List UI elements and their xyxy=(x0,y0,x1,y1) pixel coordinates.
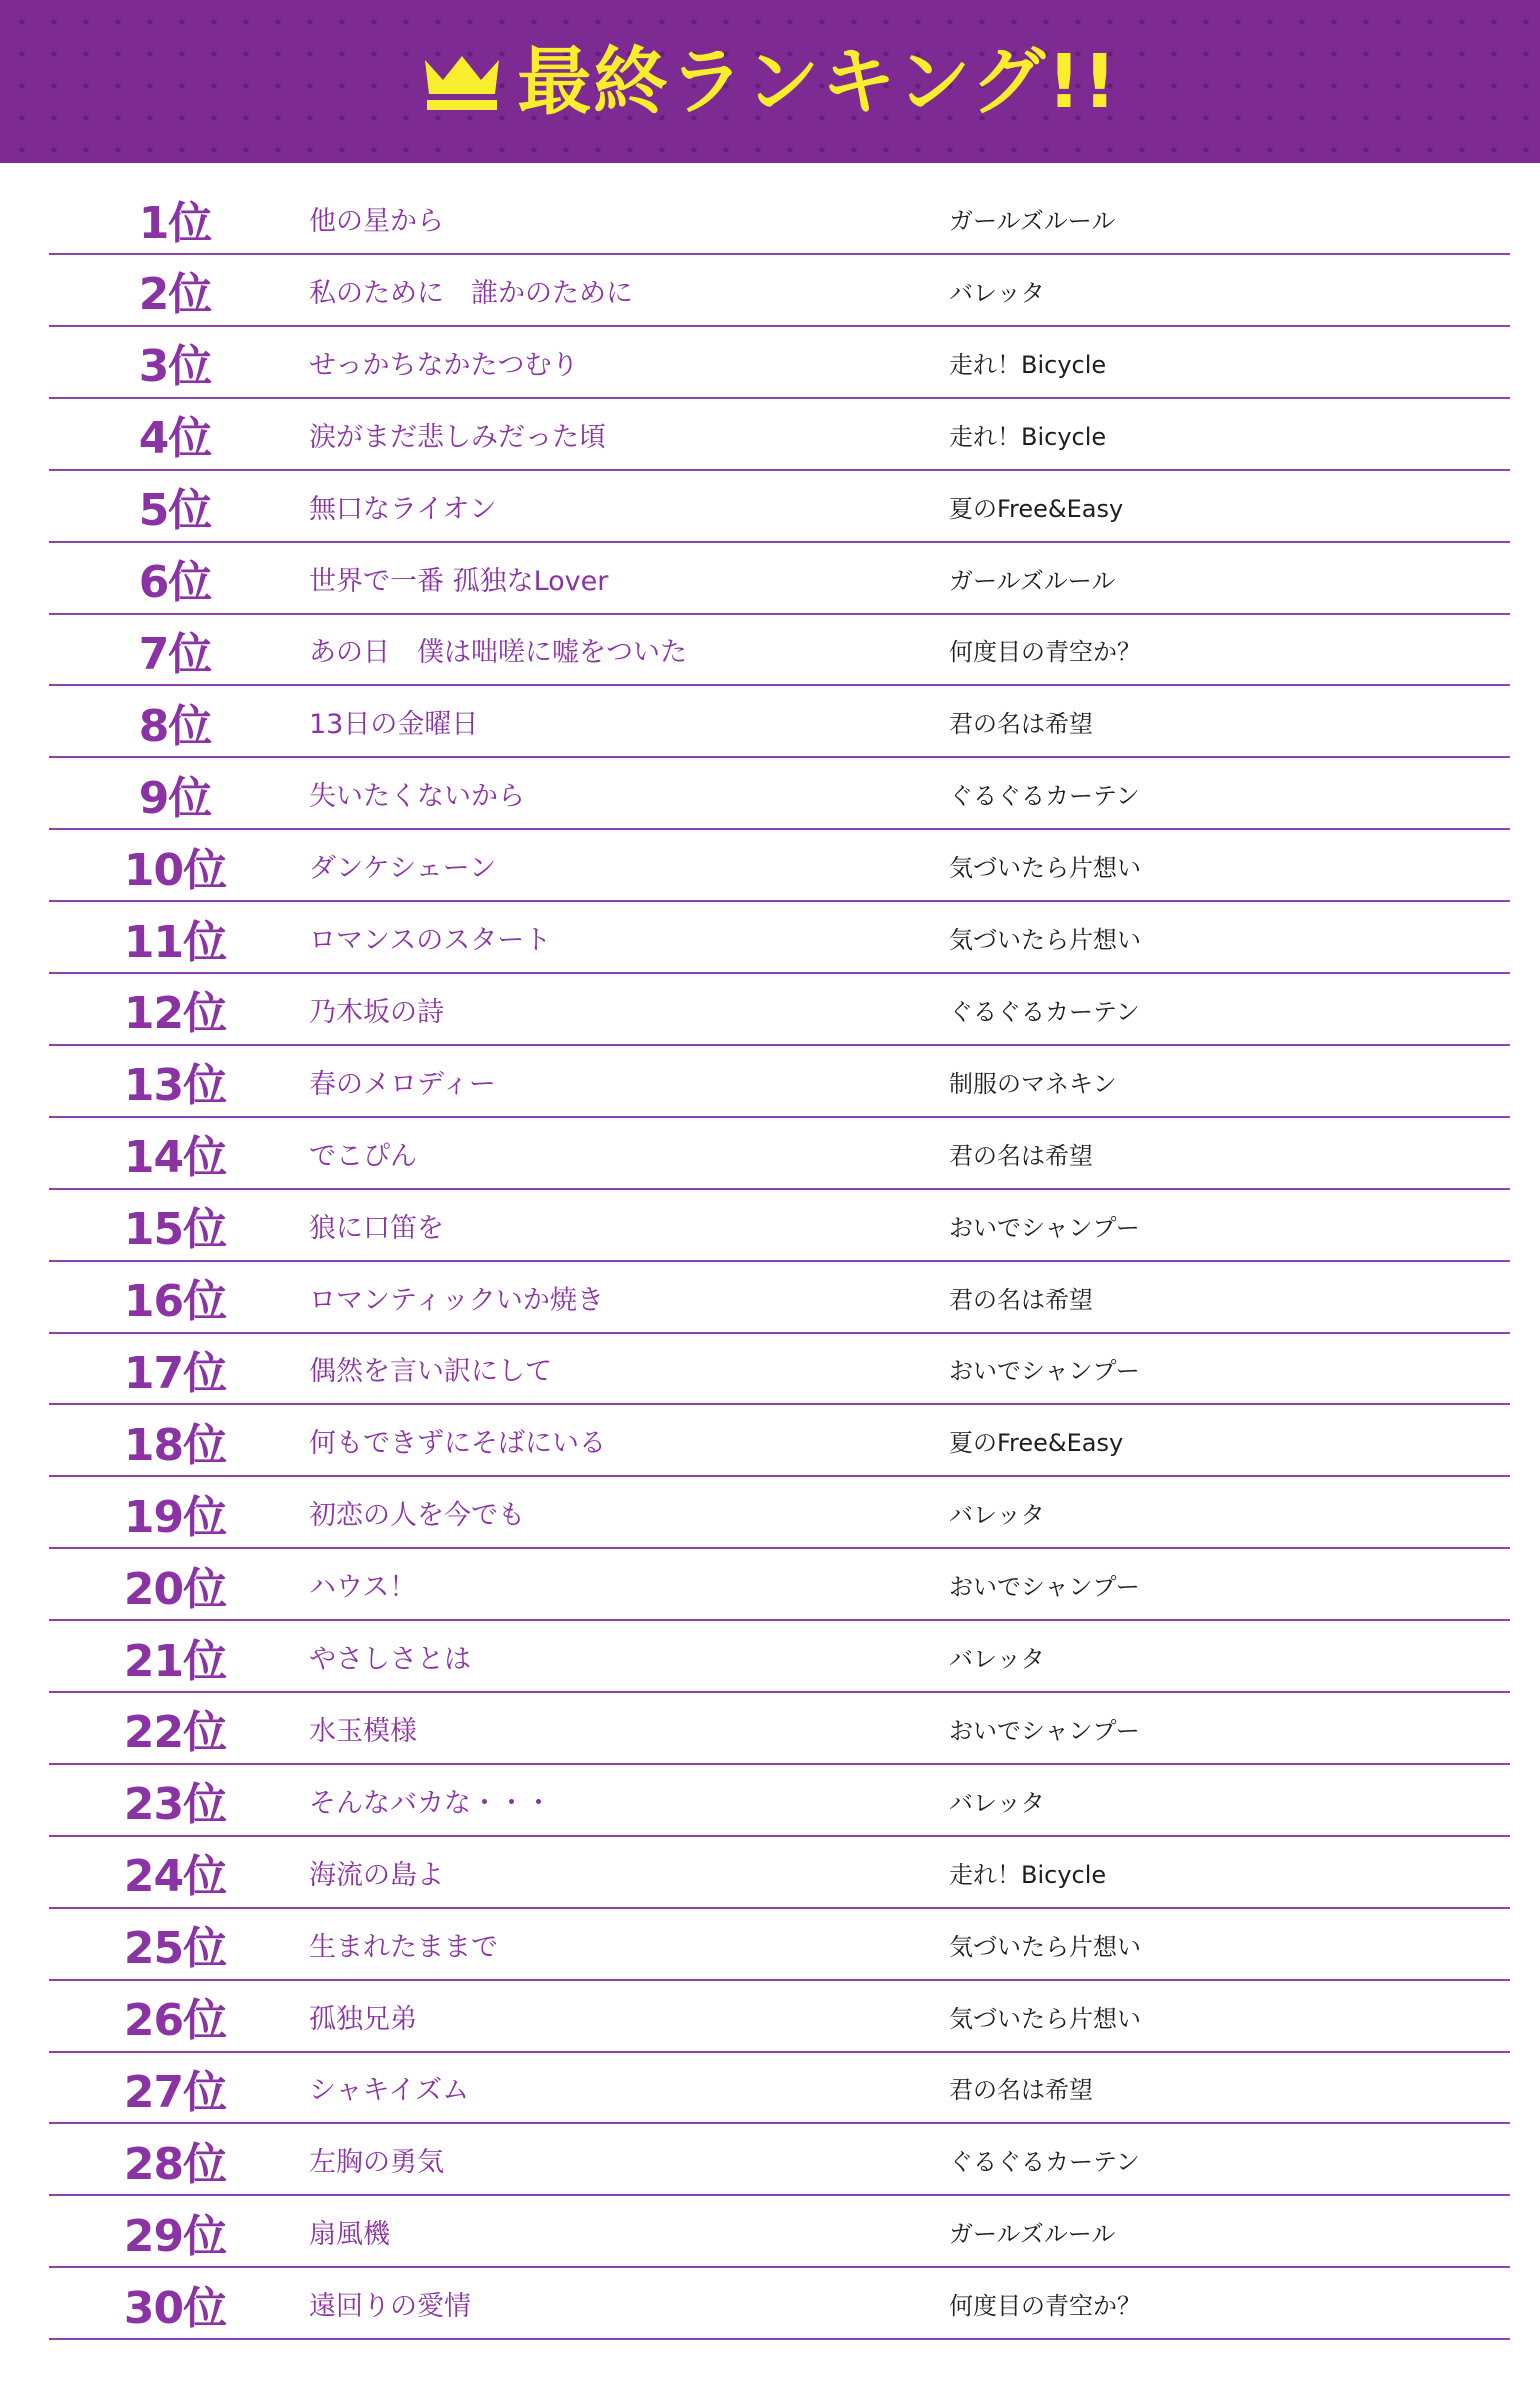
single-title: 気づいたら片想い xyxy=(949,854,1141,883)
single-title: 走れ！Bicycle xyxy=(949,1860,1107,1889)
ranking-row xyxy=(49,1047,1510,1118)
single-title: 制服のマネキン xyxy=(949,1069,1117,1098)
ranking-row xyxy=(49,975,1510,1046)
rank-number: 4位 xyxy=(138,413,212,465)
single-title: ガールズルール xyxy=(949,2220,1116,2249)
ranking-row xyxy=(49,256,1510,327)
single-title: 気づいたら片想い xyxy=(949,2004,1141,2033)
ranking-row xyxy=(49,1982,1510,2053)
single-title: 何度目の青空か？ xyxy=(949,638,1141,667)
rank-number: 25位 xyxy=(123,1923,227,1975)
rank-number: 1位 xyxy=(138,197,212,249)
song-title: 無口なライオン xyxy=(309,493,497,525)
ranking-row xyxy=(49,1550,1510,1621)
rank-number: 18位 xyxy=(123,1419,227,1471)
song-title: 遠回りの愛情 xyxy=(309,2291,471,2323)
rank-number: 2位 xyxy=(138,269,212,321)
ranking-row xyxy=(49,687,1510,758)
rank-number: 17位 xyxy=(123,1347,227,1399)
single-title: ガールズルール xyxy=(949,207,1116,235)
rank-number: 10位 xyxy=(123,844,227,896)
rank-number: 27位 xyxy=(123,2066,227,2118)
ranking-row xyxy=(49,1694,1510,1765)
rank-number: 26位 xyxy=(123,1995,227,2046)
ranking-row xyxy=(49,1910,1510,1981)
song-title: 他の星から xyxy=(309,206,444,237)
ranking-row xyxy=(49,1838,1510,1909)
ranking-row xyxy=(49,1263,1510,1334)
song-title: 生まれたままで xyxy=(309,1931,498,1963)
rank-number: 30位 xyxy=(123,2282,227,2334)
single-title: おいでシャンプー xyxy=(949,1716,1140,1745)
ranking-row xyxy=(49,831,1510,902)
song-title: 乃木坂の詩 xyxy=(309,996,444,1028)
ranking-row xyxy=(49,400,1510,471)
single-title: 夏のFree&Easy xyxy=(949,1429,1124,1458)
rank-number: 29位 xyxy=(123,2210,227,2262)
ranking-row xyxy=(49,1334,1510,1405)
song-title: 涙がまだ悲しみだった頃 xyxy=(309,421,606,453)
song-title: 私のために 誰かのために xyxy=(309,277,633,309)
single-title: 君の名は希望 xyxy=(949,710,1093,739)
single-title: おいでシャンプー xyxy=(949,1573,1140,1602)
ranking-row xyxy=(49,1406,1510,1477)
ranking-row xyxy=(49,2269,1510,2340)
ranking-row xyxy=(49,2197,1510,2268)
rank-number: 13位 xyxy=(123,1060,227,1112)
ranking-row xyxy=(49,472,1510,543)
rank-number: 19位 xyxy=(123,1491,227,1543)
rank-number: 5位 xyxy=(138,485,212,537)
song-title: あの日 僕は咄嗟に嘘をついた xyxy=(309,637,687,669)
song-title: ロマンティックいか焼き xyxy=(309,1284,604,1316)
rank-number: 9位 xyxy=(138,772,212,824)
rank-number: 14位 xyxy=(123,1132,227,1184)
single-title: 走れ！Bicycle xyxy=(949,350,1107,379)
rank-number: 12位 xyxy=(123,988,227,1040)
single-title: 走れ！Bicycle xyxy=(949,422,1107,451)
single-title: 気づいたら片想い xyxy=(949,1932,1141,1961)
single-title: バレッタ xyxy=(949,1788,1045,1817)
rank-number: 23位 xyxy=(123,1779,227,1831)
song-title: 左胸の勇気 xyxy=(309,2147,444,2179)
ranking-row xyxy=(49,184,1510,255)
single-title: おいでシャンプー xyxy=(949,1357,1140,1386)
single-title: ぐるぐるカーテン xyxy=(949,997,1140,1026)
single-title: 気づいたら片想い xyxy=(949,926,1141,954)
rank-number: 24位 xyxy=(123,1851,227,1903)
ranking-row xyxy=(49,759,1510,830)
song-title: 春のメロディー xyxy=(309,1068,496,1100)
single-title: バレッタ xyxy=(949,1645,1045,1673)
single-title: ぐるぐるカーテン xyxy=(949,2148,1140,2177)
song-title: そんなバカな・・・ xyxy=(309,1787,552,1819)
ranking-row xyxy=(49,1622,1510,1693)
song-title: 13日の金曜日 xyxy=(309,709,479,741)
rank-number: 11位 xyxy=(123,916,227,968)
song-title: 狼に口笛を xyxy=(309,1212,444,1244)
single-title: 何度目の青空か？ xyxy=(949,2292,1141,2321)
page-title: 最終ランキング!! xyxy=(517,38,1119,125)
single-title: 君の名は希望 xyxy=(949,1141,1093,1170)
song-title: せっかちなかたつむり xyxy=(309,349,579,381)
ranking-row xyxy=(49,2125,1510,2196)
ranking-header xyxy=(0,0,1540,163)
ranking-row xyxy=(49,1478,1510,1549)
song-title: 海流の島よ xyxy=(309,1859,444,1891)
rank-number: 15位 xyxy=(123,1204,227,1256)
single-title: おいでシャンプー xyxy=(949,1213,1140,1242)
rank-number: 6位 xyxy=(138,557,212,608)
song-title: ハウス！ xyxy=(309,1572,417,1604)
song-title: 初恋の人を今でも xyxy=(309,1500,525,1532)
single-title: バレッタ xyxy=(949,1501,1045,1530)
song-title: 水玉模様 xyxy=(309,1715,417,1747)
crown-icon xyxy=(421,52,503,116)
single-title: 夏のFree&Easy xyxy=(949,494,1124,523)
song-title: 失いたくないから xyxy=(309,781,525,813)
rank-number: 8位 xyxy=(138,700,212,752)
song-title: 扇風機 xyxy=(309,2219,390,2251)
ranking-row xyxy=(49,1766,1510,1837)
song-title: 世界で一番 孤独なLover xyxy=(309,565,609,597)
song-title: ロマンスのスタート xyxy=(309,925,552,956)
single-title: ぐるぐるカーテン xyxy=(949,782,1140,811)
song-title: 何もできずにそばにいる xyxy=(309,1428,606,1460)
single-title: 君の名は希望 xyxy=(949,1285,1093,1314)
rank-number: 21位 xyxy=(123,1635,227,1687)
ranking-row xyxy=(49,544,1510,615)
rank-number: 3位 xyxy=(138,341,212,393)
song-title: 偶然を言い訳にして xyxy=(309,1356,552,1388)
ranking-row xyxy=(49,1119,1510,1190)
rank-number: 7位 xyxy=(138,628,212,680)
rank-number: 20位 xyxy=(123,1563,227,1615)
ranking-row xyxy=(49,2053,1510,2124)
rank-number: 28位 xyxy=(123,2138,227,2190)
ranking-row xyxy=(49,328,1510,399)
single-title: 君の名は希望 xyxy=(949,2076,1093,2105)
song-title: でこぴん xyxy=(309,1140,417,1172)
ranking-row xyxy=(49,1191,1510,1262)
song-title: やさしさとは xyxy=(309,1644,471,1675)
rank-number: 16位 xyxy=(123,1276,227,1327)
ranking-row xyxy=(49,903,1510,974)
single-title: ガールズルール xyxy=(949,566,1116,595)
song-title: シャキイズム xyxy=(309,2075,470,2107)
rank-number: 22位 xyxy=(123,1707,227,1759)
song-title: 孤独兄弟 xyxy=(309,2003,417,2035)
song-title: ダンケシェーン xyxy=(309,853,497,885)
single-title: バレッタ xyxy=(949,278,1045,307)
ranking-row xyxy=(49,615,1510,686)
